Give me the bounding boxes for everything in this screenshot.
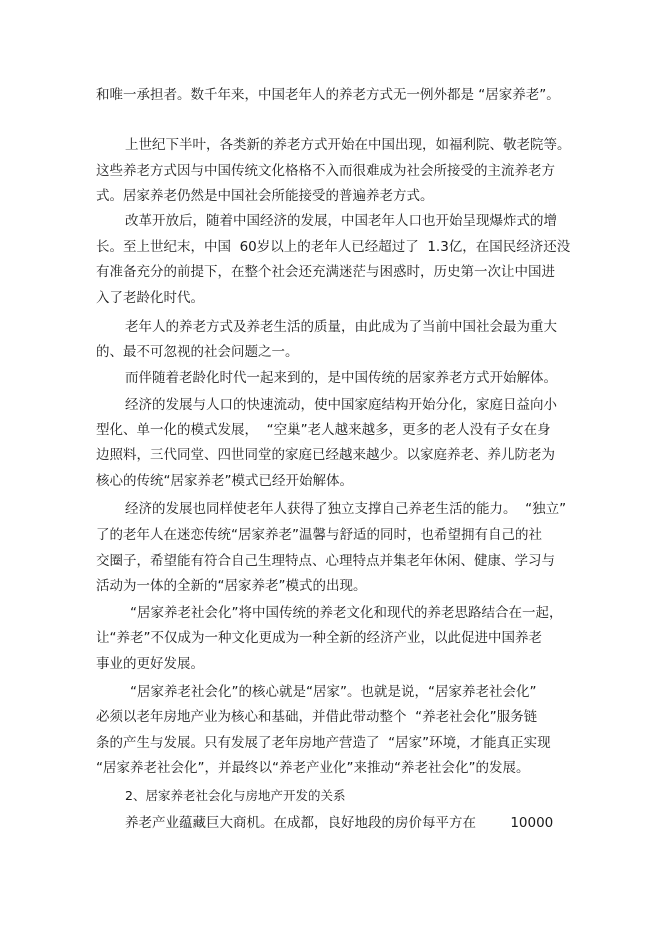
text-line: 经济的发展也同样使老年人获得了独立支撑自己养老生活的能力。 “独立” — [125, 501, 567, 517]
text-line: 边照料，三代同堂、四世同堂的家庭已经越来越少。以家庭养老、养儿防老为 — [96, 447, 555, 463]
text-line: 长。至上世纪末，中国 60岁以上的老年人已经超过了 1.3亿，在国民经济还没 — [96, 239, 571, 255]
text-line: 了的老年人在迷恋传统“居家养老”温馨与舒适的同时，也希望拥有自己的社 — [96, 527, 542, 543]
text-line: 养老产业蕴藏巨大商机。在成都，良好地段的房价每平方在 10000 — [125, 815, 554, 831]
text-line: 核心的传统“居家养老”模式已经开始解体。 — [96, 473, 353, 489]
text-line: 让“养老”不仅成为一种文化更成为一种全新的经济产业，以此促进中国养老 — [96, 630, 542, 646]
text-line: 的、最不可忽视的社会问题之一。 — [96, 344, 299, 360]
text-line: 式。居家养老仍然是中国社会所能接受的普遍养老方式。 — [96, 188, 434, 204]
text-line: 经济的发展与人口的快速流动，使中国家庭结构开始分化，家庭日益向小 — [125, 397, 557, 413]
text-line: 上世纪下半叶，各类新的养老方式开始在中国出现，如福利院、敬老院等。 — [125, 137, 571, 153]
text-line: 活动为一体的全新的“居家养老”模式的出现。 — [96, 578, 367, 594]
text-line: “居家养老社会化”的核心就是“居家”。也就是说，“居家养老社会化” — [130, 684, 537, 700]
text-line: 老年人的养老方式及养老生活的质量，由此成为了当前中国社会最为重大 — [125, 319, 557, 335]
text-line: 条的产生与发展。只有发展了老年房地产营造了 “居家”环境，才能真正实现 — [96, 735, 551, 751]
text-line: “居家养老社会化”，并最终以“养老产业化”来推动“养老社会化”的发展。 — [96, 760, 530, 776]
text-line: 这些养老方式因与中国传统文化格格不入而很难成为社会所接受的主流养老方 — [96, 163, 555, 179]
text-line: 而伴随着老龄化时代一起来到的，是中国传统的居家养老方式开始解体。 — [125, 370, 557, 386]
text-line: 改革开放后，随着中国经济的发展，中国老年人口也开始呈现爆炸式的增 — [125, 213, 557, 229]
text-line: 入了老龄化时代。 — [96, 290, 204, 306]
text-line: 交圈子，希望能有符合自己生理特点、心理特点并集老年休闲、健康、学习与 — [96, 553, 555, 569]
section-heading: 2、居家养老社会化与房地产开发的关系 — [125, 788, 346, 803]
text-line: “居家养老社会化”将中国传统的养老文化和现代的养老思路结合在一起， — [130, 605, 563, 621]
text-line: 和唯一承担者。数千年来，中国老年人的养老方式无一例外都是 “居家养老”。 — [96, 87, 560, 103]
text-line: 必须以老年房地产业为核心和基础，并借此带动整个 “养老社会化”服务链 — [96, 709, 538, 725]
text-line: 事业的更好发展。 — [96, 656, 204, 672]
text-line: 有准备充分的前提下，在整个社会还充满迷茫与困惑时，历史第一次让中国进 — [96, 264, 555, 280]
text-line: 型化、单一化的模式发展， “空巢”老人越来越多，更多的老人没有子女在身 — [96, 422, 551, 438]
